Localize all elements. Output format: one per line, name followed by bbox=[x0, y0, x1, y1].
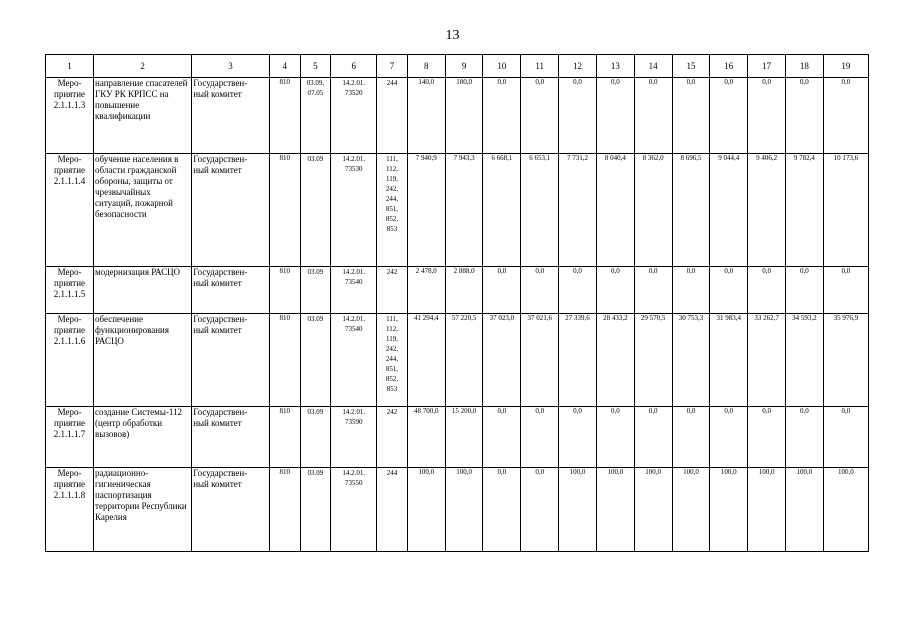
funding-value: 100,0 bbox=[823, 468, 868, 552]
funding-value: 57 220,5 bbox=[445, 314, 483, 407]
activity-name: обучение населения в области гражданской обороны, защиты от чрезвычайных ситуаций, пожарной безопасности bbox=[94, 154, 192, 267]
executor: Государствен- ный комитет bbox=[192, 267, 270, 314]
column-header: 11 bbox=[521, 55, 559, 78]
grbs-code: 810 bbox=[269, 314, 300, 407]
funding-value: 34 593,2 bbox=[785, 314, 823, 407]
funding-value: 0,0 bbox=[823, 407, 868, 468]
expense-type-code: 244 bbox=[377, 468, 408, 552]
funding-value: 0,0 bbox=[596, 407, 634, 468]
funding-value: 140,0 bbox=[407, 78, 445, 154]
funding-value: 180,0 bbox=[445, 78, 483, 154]
target-article-code: 14.2.01. 73590 bbox=[331, 407, 377, 468]
funding-value: 37 021,6 bbox=[521, 314, 559, 407]
column-header: 14 bbox=[634, 55, 672, 78]
funding-value: 8 040,4 bbox=[596, 154, 634, 267]
activity-id: Меро- приятие 2.1.1.1.8 bbox=[46, 468, 94, 552]
table-row bbox=[46, 407, 869, 468]
funding-value: 0,0 bbox=[483, 78, 521, 154]
funding-value: 31 983,4 bbox=[710, 314, 748, 407]
table-row bbox=[46, 154, 869, 267]
activity-name: направление спасателей ГКУ РК КРПСС на повышение квалификации bbox=[94, 78, 192, 154]
funding-value: 0,0 bbox=[559, 78, 597, 154]
executor: Государствен- ный комитет bbox=[192, 314, 270, 407]
funding-value: 9 406,2 bbox=[748, 154, 786, 267]
funding-value: 48 700,0 bbox=[407, 407, 445, 468]
target-article-code: 14.2.01. 73540 bbox=[331, 267, 377, 314]
section-code: 03.09 bbox=[300, 314, 331, 407]
table-row bbox=[46, 314, 869, 407]
executor: Государствен- ный комитет bbox=[192, 154, 270, 267]
funding-value: 2 478,0 bbox=[407, 267, 445, 314]
funding-value: 0,0 bbox=[710, 267, 748, 314]
funding-value: 100,0 bbox=[407, 468, 445, 552]
column-header: 3 bbox=[192, 55, 270, 78]
funding-value: 28 433,2 bbox=[596, 314, 634, 407]
column-header: 5 bbox=[300, 55, 331, 78]
column-header: 17 bbox=[748, 55, 786, 78]
column-header: 4 bbox=[269, 55, 300, 78]
funding-value: 0,0 bbox=[785, 267, 823, 314]
activity-id: Меро- приятие 2.1.1.1.4 bbox=[46, 154, 94, 267]
funding-value: 7 731,2 bbox=[559, 154, 597, 267]
column-header: 2 bbox=[94, 55, 192, 78]
funding-value: 15 200,0 bbox=[445, 407, 483, 468]
funding-value: 7 943,3 bbox=[445, 154, 483, 267]
funding-value: 100,0 bbox=[748, 468, 786, 552]
funding-value: 0,0 bbox=[748, 78, 786, 154]
funding-value: 0,0 bbox=[634, 267, 672, 314]
grbs-code: 810 bbox=[269, 154, 300, 267]
section-code: 03.09 bbox=[300, 267, 331, 314]
column-header: 12 bbox=[559, 55, 597, 78]
funding-value: 0,0 bbox=[748, 267, 786, 314]
page-number: 13 bbox=[445, 28, 460, 43]
column-header: 10 bbox=[483, 55, 521, 78]
funding-value: 100,0 bbox=[596, 468, 634, 552]
funding-value: 0,0 bbox=[672, 407, 710, 468]
header-row bbox=[46, 55, 869, 78]
funding-value: 0,0 bbox=[785, 78, 823, 154]
expense-type-code: 244 bbox=[377, 78, 408, 154]
activity-id: Меро- приятие 2.1.1.1.7 bbox=[46, 407, 94, 468]
activity-name: создание Системы-112 (центр обработки вызовов) bbox=[94, 407, 192, 468]
funding-value: 0,0 bbox=[748, 407, 786, 468]
funding-value: 9 782,4 bbox=[785, 154, 823, 267]
column-header: 16 bbox=[710, 55, 748, 78]
table-body bbox=[46, 78, 869, 552]
activity-name: радиационно-гигиеническая паспортизация территории Республики Карелия bbox=[94, 468, 192, 552]
funding-value: 0,0 bbox=[634, 407, 672, 468]
funding-value: 0,0 bbox=[559, 407, 597, 468]
funding-value: 0,0 bbox=[634, 78, 672, 154]
activity-id: Меро- приятие 2.1.1.1.5 bbox=[46, 267, 94, 314]
funding-value: 0,0 bbox=[710, 407, 748, 468]
section-code: 03.09 bbox=[300, 407, 331, 468]
funding-value: 0,0 bbox=[596, 78, 634, 154]
funding-value: 0,0 bbox=[483, 267, 521, 314]
funding-value: 0,0 bbox=[596, 267, 634, 314]
target-article-code: 14.2.01. 73540 bbox=[331, 314, 377, 407]
target-article-code: 14.2.01. 73530 bbox=[331, 154, 377, 267]
activity-id: Меро- приятие 2.1.1.1.6 bbox=[46, 314, 94, 407]
funding-value: 41 294,4 bbox=[407, 314, 445, 407]
funding-value: 0,0 bbox=[483, 407, 521, 468]
column-header: 18 bbox=[785, 55, 823, 78]
target-article-code: 14.2.01. 73520 bbox=[331, 78, 377, 154]
section-code: 03.09 bbox=[300, 154, 331, 267]
activity-id: Меро- приятие 2.1.1.1.3 bbox=[46, 78, 94, 154]
expense-type-code: 242 bbox=[377, 407, 408, 468]
executor: Государствен- ный комитет bbox=[192, 407, 270, 468]
funding-value: 8 696,5 bbox=[672, 154, 710, 267]
funding-value: 29 570,5 bbox=[634, 314, 672, 407]
activity-name: модернизация РАСЦО bbox=[94, 267, 192, 314]
grbs-code: 810 bbox=[269, 468, 300, 552]
column-header: 8 bbox=[407, 55, 445, 78]
column-header: 15 bbox=[672, 55, 710, 78]
column-header: 6 bbox=[331, 55, 377, 78]
funding-value: 37 023,0 bbox=[483, 314, 521, 407]
funding-value: 0,0 bbox=[672, 78, 710, 154]
funding-value: 0,0 bbox=[785, 407, 823, 468]
funding-value: 0,0 bbox=[521, 267, 559, 314]
funding-value: 0,0 bbox=[483, 468, 521, 552]
funding-value: 100,0 bbox=[785, 468, 823, 552]
funding-value: 0,0 bbox=[521, 468, 559, 552]
target-article-code: 14.2.01. 73550 bbox=[331, 468, 377, 552]
table-row bbox=[46, 267, 869, 314]
funding-value: 100,0 bbox=[445, 468, 483, 552]
grbs-code: 810 bbox=[269, 407, 300, 468]
funding-value: 33 262,7 bbox=[748, 314, 786, 407]
expense-type-code: 111, 112, 119, 242, 244, 851, 852, 853 bbox=[377, 154, 408, 267]
executor: Государствен- ный комитет bbox=[192, 78, 270, 154]
funding-value: 6 653,1 bbox=[521, 154, 559, 267]
table-row bbox=[46, 468, 869, 552]
activity-name: обеспечение функционирования РАСЦО bbox=[94, 314, 192, 407]
funding-value: 0,0 bbox=[521, 78, 559, 154]
funding-value: 27 339,6 bbox=[559, 314, 597, 407]
column-header: 1 bbox=[46, 55, 94, 78]
expense-type-code: 111, 112, 119, 242, 244, 851, 852, 853 bbox=[377, 314, 408, 407]
column-header: 7 bbox=[377, 55, 408, 78]
funding-value: 0,0 bbox=[710, 78, 748, 154]
funding-value: 9 044,4 bbox=[710, 154, 748, 267]
funding-value: 2 888,0 bbox=[445, 267, 483, 314]
table-row bbox=[46, 78, 869, 154]
funding-value: 100,0 bbox=[634, 468, 672, 552]
funding-value: 100,0 bbox=[672, 468, 710, 552]
section-code: 03.09, 07.05 bbox=[300, 78, 331, 154]
column-header: 19 bbox=[823, 55, 868, 78]
column-header: 13 bbox=[596, 55, 634, 78]
funding-value: 30 753,3 bbox=[672, 314, 710, 407]
section-code: 03.09 bbox=[300, 468, 331, 552]
funding-value: 6 668,1 bbox=[483, 154, 521, 267]
funding-value: 0,0 bbox=[672, 267, 710, 314]
funding-value: 100,0 bbox=[710, 468, 748, 552]
funding-value: 0,0 bbox=[823, 267, 868, 314]
funding-value: 7 940,9 bbox=[407, 154, 445, 267]
funding-value: 35 976,9 bbox=[823, 314, 868, 407]
funding-value: 0,0 bbox=[823, 78, 868, 154]
grbs-code: 810 bbox=[269, 78, 300, 154]
grbs-code: 810 bbox=[269, 267, 300, 314]
executor: Государствен- ный комитет bbox=[192, 468, 270, 552]
funding-value: 10 173,6 bbox=[823, 154, 868, 267]
column-header: 9 bbox=[445, 55, 483, 78]
budget-table bbox=[45, 54, 869, 552]
funding-value: 8 362,0 bbox=[634, 154, 672, 267]
funding-value: 0,0 bbox=[559, 267, 597, 314]
expense-type-code: 242 bbox=[377, 267, 408, 314]
funding-value: 100,0 bbox=[559, 468, 597, 552]
funding-value: 0,0 bbox=[521, 407, 559, 468]
